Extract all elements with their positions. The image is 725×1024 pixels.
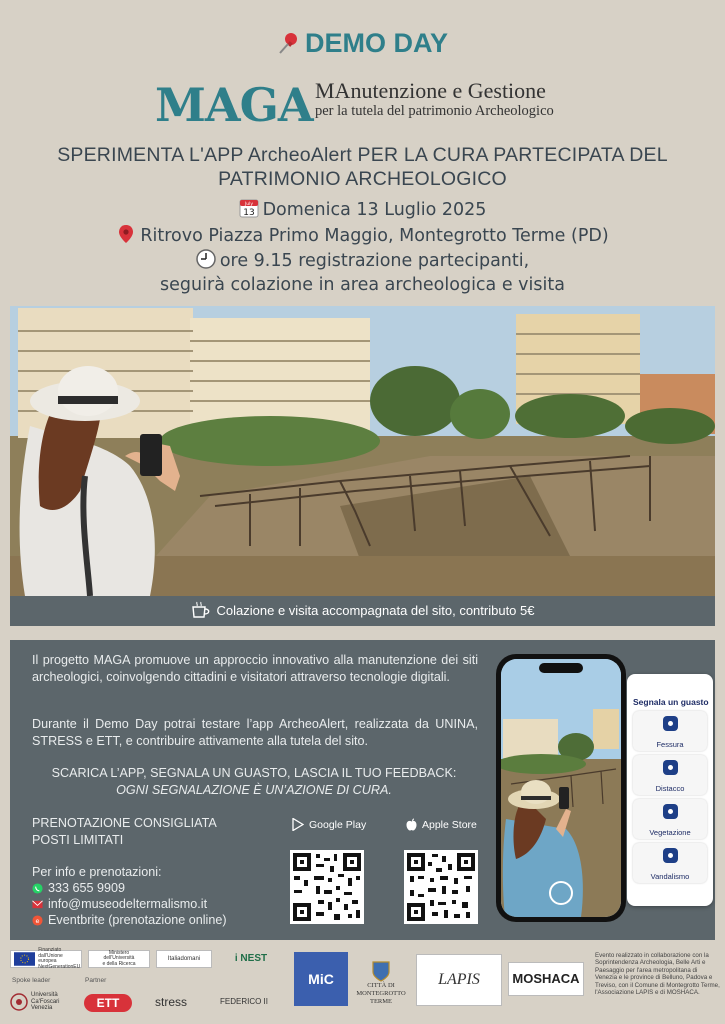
- apple-store-text: Apple Store: [422, 818, 477, 831]
- ett-logo: ETT: [84, 994, 132, 1012]
- coffee-cup-icon: [191, 601, 213, 619]
- eu-line1: Finanziato: [38, 947, 62, 953]
- report-option-label: Distacco: [655, 784, 685, 793]
- apple-icon: [406, 818, 417, 831]
- mail-icon: [32, 899, 43, 910]
- phone-mockup: [496, 654, 626, 922]
- site-illustration: [10, 306, 715, 596]
- svg-text:e: e: [35, 916, 40, 925]
- google-play-text: Google Play: [309, 818, 367, 831]
- contacts-title: Per info e prenotazioni:: [32, 865, 162, 879]
- booking-notice: [32, 815, 217, 849]
- vandalism-icon: [663, 848, 678, 863]
- demo-day-description: Durante il Demo Day potrai testare l’app ArcheoAlert, realizzata da UNINA, STRESS e ETT, e contribuire attivamente alla tutela del sito.: [32, 717, 478, 748]
- italia-domani-logo: Italiadomani: [156, 950, 212, 968]
- calendar-icon: [239, 198, 259, 218]
- headline: [10, 143, 715, 191]
- event-program: seguirà colazione in area archeologica e visita: [160, 275, 565, 295]
- booking-line2: POSTI LIMITATI: [32, 833, 124, 847]
- photo-caption-bar: [10, 596, 715, 626]
- demo-day-title: [0, 28, 725, 59]
- eu-line2: dall'Unione europea: [38, 952, 63, 964]
- phone-notch: [539, 663, 583, 673]
- cafoscari-logo: [10, 988, 76, 1016]
- project-description: Il progetto MAGA promuove un approccio innovativo alla manutenzione dei siti archeologici, coinvolgendo cittadini e visitatori attraverso tecnologie digitali.: [32, 653, 478, 684]
- cafoscari-line1: Università: [31, 992, 58, 999]
- crack-icon: [663, 716, 678, 731]
- whatsapp-icon: [32, 883, 43, 894]
- report-option-vandalismo[interactable]: [633, 843, 707, 883]
- phone-camera-view: [501, 659, 621, 917]
- mic-logo: MiC: [294, 952, 348, 1006]
- federico-ii-logo: FEDERICO II: [219, 997, 268, 1006]
- contact-email[interactable]: [32, 896, 227, 912]
- eu-line3: NextGenerationEU: [38, 963, 81, 970]
- eventbrite-icon: [32, 915, 43, 926]
- inest-logo: i NEST: [234, 953, 268, 964]
- google-play-label[interactable]: [292, 818, 366, 831]
- maga-logo-line2: per la tutela del patrimonio Archeologico: [315, 103, 554, 119]
- montegrotto-line2: MONTEGROTTO: [356, 990, 406, 997]
- headline-line1: SPERIMENTA L'APP ArcheoAlert PER LA CURA PARTECIPATA DEL: [57, 144, 668, 166]
- booking-line1: PRENOTAZIONE CONSIGLIATA: [32, 816, 217, 830]
- report-option-vegetazione[interactable]: [633, 799, 707, 839]
- credits-text: Evento realizzato in collaborazione con la Soprintendenza Archeologia, Belle Arti e Paesaggio per l'area metropolitana di Venezia e le province di Belluno, Padova e Treviso, con il Comune di Montegrotto Terme, l'Associazione LAPIS e di MOSHACA.: [595, 952, 720, 997]
- event-place: [0, 224, 725, 246]
- event-date: [0, 198, 725, 220]
- contact-phone-text: 333 655 9909: [48, 881, 126, 895]
- headline-line2: PATRIMONIO ARCHEOLOGICO: [218, 168, 507, 190]
- contact-email-text: info@museodeltermalismo.it: [48, 897, 208, 911]
- contact-eventbrite-text: Eventbrite (prenotazione online): [48, 913, 227, 927]
- lapis-logo: LAPIS: [416, 954, 502, 1006]
- report-fault-title: Segnala un guasto: [633, 697, 709, 707]
- eu-flag-icon: [14, 952, 35, 966]
- camera-shutter-button[interactable]: [549, 881, 573, 905]
- moshaca-logo: MOSHACA: [508, 962, 584, 996]
- call-to-action: [28, 765, 480, 799]
- apple-store-label[interactable]: [406, 818, 477, 831]
- maga-logo: [155, 78, 575, 132]
- cafoscari-line2: Ca'Foscari: [31, 998, 60, 1005]
- cta-line2: OGNI SEGNALAZIONE È UN’AZIONE DI CURA.: [116, 783, 392, 797]
- report-fault-card: [627, 674, 713, 906]
- cta-line1: SCARICA L’APP, SEGNALA UN GUASTO, LASCIA IL TUO FEEDBACK:: [51, 766, 457, 780]
- mur-line1: Ministero: [108, 949, 130, 956]
- phone-screen: [501, 659, 621, 917]
- event-time-text: ore 9.15 registrazione partecipanti,: [219, 251, 530, 271]
- google-play-icon: [292, 818, 304, 831]
- calendar-day: 13: [242, 208, 255, 218]
- municipal-crest-icon: [371, 960, 391, 982]
- event-time: [0, 249, 725, 271]
- contact-eventbrite[interactable]: [32, 912, 227, 928]
- montegrotto-line3: TERME: [369, 998, 393, 1005]
- report-option-distacco[interactable]: [633, 755, 707, 795]
- calendar-month: July: [244, 202, 253, 207]
- photo-caption-text: Colazione e visita accompagnata del sito, contributo 5€: [216, 603, 535, 618]
- mur-line2: dell'Università: [103, 955, 135, 962]
- maga-logo-mark: MAGA: [155, 78, 313, 132]
- location-pin-icon: [116, 224, 136, 244]
- report-option-label: Vegetazione: [649, 828, 691, 837]
- mur-line3: e della Ricerca: [102, 960, 136, 967]
- contact-phone[interactable]: [32, 880, 227, 896]
- apple-store-qr-code[interactable]: [404, 850, 478, 924]
- maga-logo-line1: MAnutenzione e Gestione: [315, 78, 546, 103]
- vegetation-icon: [663, 804, 678, 819]
- contacts: [32, 864, 227, 928]
- info-panel: [10, 640, 715, 940]
- stress-logo: stress: [154, 995, 187, 1009]
- demo-day-label: DEMO DAY: [304, 28, 449, 58]
- footer-logos: [0, 944, 725, 1024]
- cafoscari-seal-icon: [10, 993, 28, 1011]
- cafoscari-line3: Venezia: [31, 1005, 53, 1012]
- report-option-label: Vandalismo: [650, 872, 690, 881]
- mur-logo: [88, 950, 150, 968]
- detachment-icon: [663, 760, 678, 775]
- pushpin-icon: [277, 31, 301, 55]
- event-date-text: Domenica 13 Luglio 2025: [262, 200, 487, 220]
- archaeological-site-photo: [10, 306, 715, 596]
- partner-label: Partner: [85, 977, 107, 984]
- montegrotto-logo: [352, 954, 410, 1012]
- report-option-label: Fessura: [656, 740, 684, 749]
- clock-icon: [196, 249, 216, 269]
- spoke-leader-label: Spoke leader: [12, 977, 51, 984]
- report-option-fessura[interactable]: [633, 711, 707, 751]
- event-place-text: Ritrovo Piazza Primo Maggio, Montegrotto Terme (PD): [140, 226, 609, 246]
- eu-logo: [10, 947, 82, 970]
- montegrotto-line1: CITTÀ DI: [367, 982, 395, 989]
- google-play-qr-code[interactable]: [290, 850, 364, 924]
